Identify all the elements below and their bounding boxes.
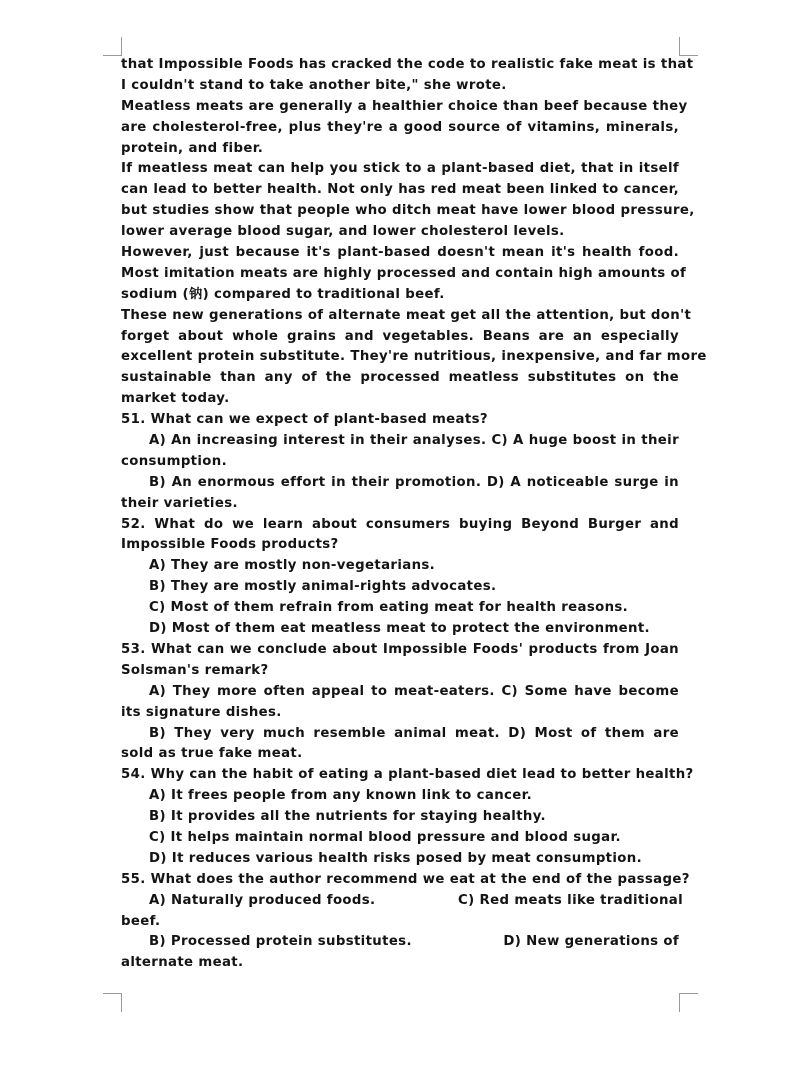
question-55-option-a: A) Naturally produced foods.	[149, 892, 376, 908]
passage-line: I couldn't stand to take another bite," she wrote.	[121, 77, 507, 93]
question-55-option-c: C) Red meats like traditional	[458, 892, 684, 908]
question-55-option-b: B) Processed protein substitutes.	[149, 934, 412, 950]
question-54-stem: 54. Why can the habit of eating a plant-based diet lead to better health?	[121, 767, 694, 783]
passage-line: Meatless meats are generally a healthier choice than beef because they	[121, 98, 688, 114]
passage-line: These new generations of alternate meat get all the attention, but don't	[121, 307, 692, 323]
question-53-options-a-c: A) They more often appeal to meat-eaters. C) Some have become	[149, 683, 679, 699]
question-55-options-b-d	[121, 932, 679, 953]
passage-line: protein, and fiber.	[121, 140, 264, 156]
passage-line: but studies show that people who ditch meat have lower blood pressure,	[121, 203, 695, 219]
question-51-option-d-continued: their varieties.	[121, 495, 238, 511]
question-55-option-d: D) New generations of	[503, 934, 679, 950]
passage-line: excellent protein substitute. They're nutritious, inexpensive, and far more	[121, 349, 707, 365]
question-54-option: A) It frees people from any known link to cancer.	[149, 788, 533, 804]
question-53-stem: 53. What can we conclude about Impossible Foods' products from Joan	[121, 641, 679, 657]
question-53-options-b-d: B) They very much resemble animal meat. D) Most of them are	[149, 725, 679, 741]
question-52-option: D) Most of them eat meatless meat to protect the environment.	[149, 621, 650, 637]
question-55-options-a-c	[121, 891, 684, 912]
page-content	[121, 55, 707, 974]
passage-line: can lead to better health. Not only has red meat been linked to cancer,	[121, 182, 679, 198]
question-54-option: D) It reduces various health risks posed by meat consumption.	[149, 850, 642, 866]
question-52-option: B) They are mostly animal-rights advocates.	[149, 579, 497, 595]
question-53-stem-continued: Solsman's remark?	[121, 662, 269, 678]
page-corner-mark-bottom-left	[103, 993, 122, 1012]
passage-line: However, just because it's plant-based doesn't mean it's health food.	[121, 245, 679, 261]
question-51-option-c-continued: consumption.	[121, 453, 228, 469]
question-55-option-d-continued: alternate meat.	[121, 955, 244, 971]
passage-line: sustainable than any of the processed meatless substitutes on the	[121, 370, 679, 386]
question-55-option-c-continued: beef.	[121, 913, 161, 929]
passage-line: Most imitation meats are highly processed and contain high amounts of	[121, 265, 687, 281]
passage-line: If meatless meat can help you stick to a plant-based diet, that in itself	[121, 161, 679, 177]
passage-line: are cholesterol-free, plus they're a good source of vitamins, minerals,	[121, 119, 679, 135]
question-52-option: A) They are mostly non-vegetarians.	[149, 558, 436, 574]
question-52-option: C) Most of them refrain from eating meat for health reasons.	[149, 600, 629, 616]
question-53-option-d-continued: sold as true fake meat.	[121, 746, 303, 762]
question-54-option: B) It provides all the nutrients for staying healthy.	[149, 809, 546, 825]
question-52-stem: 52. What do we learn about consumers buying Beyond Burger and	[121, 516, 679, 532]
question-52-stem-continued: Impossible Foods products?	[121, 537, 339, 553]
page-corner-mark-bottom-right	[679, 993, 698, 1012]
page-corner-mark-top-left	[103, 37, 122, 56]
question-54-option: C) It helps maintain normal blood pressure and blood sugar.	[149, 829, 621, 845]
question-53-option-c-continued: its signature dishes.	[121, 704, 282, 720]
question-51-options-b-d: B) An enormous effort in their promotion. D) A noticeable surge in	[149, 474, 679, 490]
passage-line: that Impossible Foods has cracked the code to realistic fake meat is that	[121, 57, 694, 72]
question-51-options-a-c: A) An increasing interest in their analyses. C) A huge boost in their	[149, 433, 679, 449]
passage-line: forget about whole grains and vegetables. Beans are an especially	[121, 328, 679, 344]
passage-line: sodium (钠) compared to traditional beef.	[121, 286, 445, 302]
page-corner-mark-top-right	[679, 37, 698, 56]
question-55-stem: 55. What does the author recommend we eat at the end of the passage?	[121, 871, 690, 887]
passage-line: lower average blood sugar, and lower cholesterol levels.	[121, 224, 565, 240]
passage-line: market today.	[121, 391, 230, 407]
question-51-stem: 51. What can we expect of plant-based meats?	[121, 412, 488, 428]
